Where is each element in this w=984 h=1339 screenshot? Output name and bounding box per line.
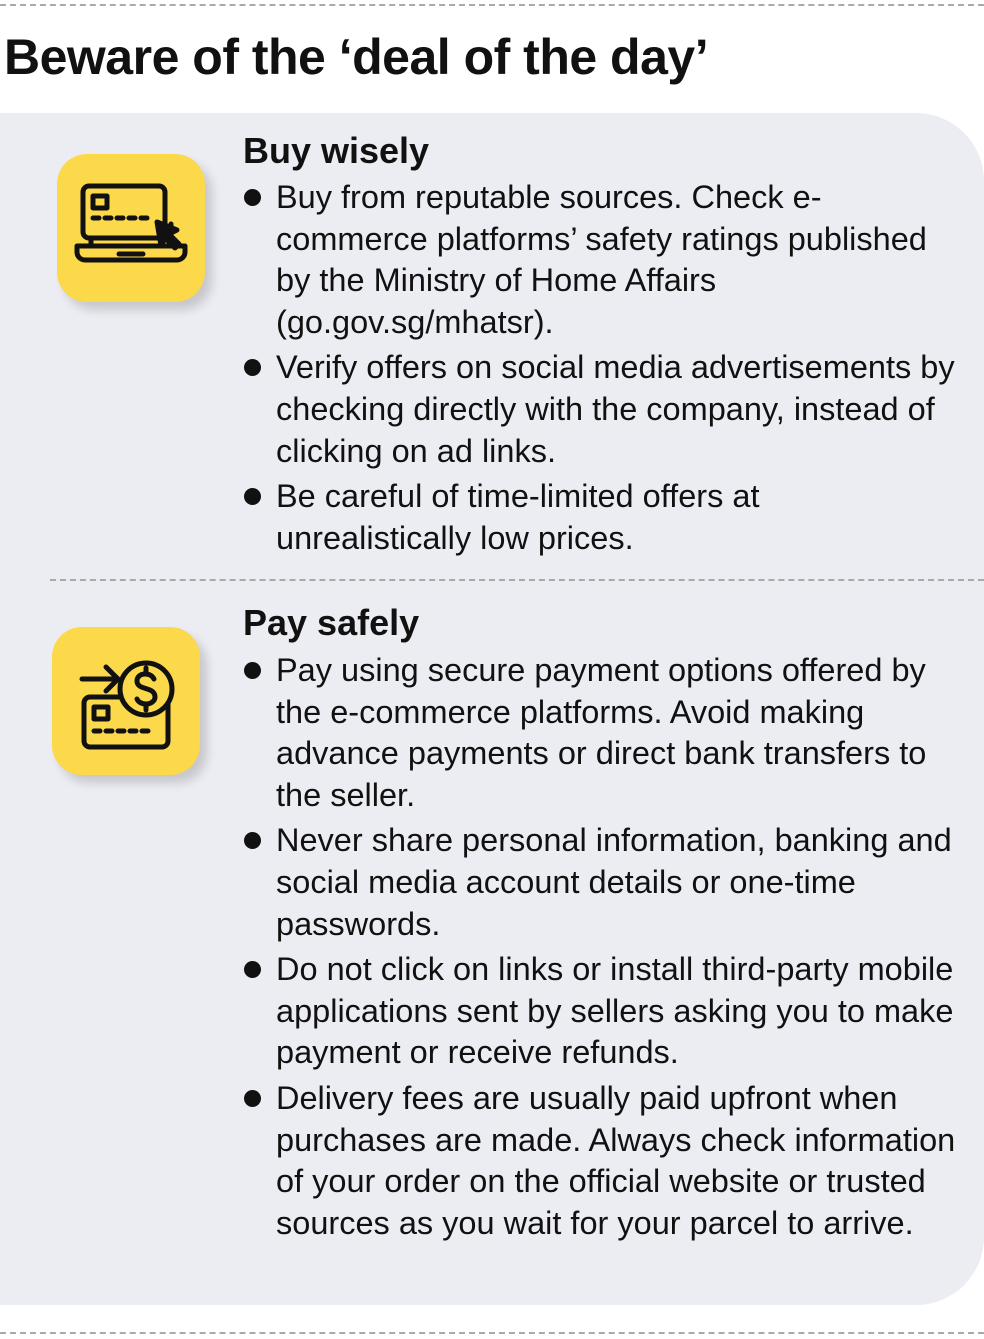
pay-safely-list bbox=[242, 650, 958, 1248]
tips-panel bbox=[0, 113, 984, 1305]
list-item: Buy from reputable sources. Check e-commerce platforms’ safety ratings published by the Ministry of Home Affairs (go.gov.sg/mhatsr). bbox=[242, 177, 958, 343]
buy-wisely-heading: Buy wisely bbox=[243, 130, 430, 171]
list-item: Be careful of time-limited offers at unrealistically low prices. bbox=[242, 476, 958, 559]
pay-safely-heading: Pay safely bbox=[243, 602, 420, 643]
section-divider bbox=[50, 579, 984, 581]
bullet-dot bbox=[244, 359, 261, 376]
list-item: Do not click on links or install third-party mobile applications sent by sellers asking you to make payment or receive refunds. bbox=[242, 949, 958, 1074]
page-title: Beware of the ‘deal of the day’ bbox=[4, 29, 709, 85]
bullet-dot bbox=[244, 1090, 261, 1107]
laptop-card-click-icon bbox=[57, 154, 205, 302]
list-item: Verify offers on social media advertisements by checking directly with the company, instead of clicking on ad links. bbox=[242, 347, 958, 472]
top-dashed-rule bbox=[0, 4, 984, 6]
list-item: Pay using secure payment options offered by the e-commerce platforms. Avoid making advance payments or direct bank transfers to the seller. bbox=[242, 650, 958, 816]
card-transfer-dollar-icon bbox=[52, 627, 200, 775]
list-item: Never share personal information, banking and social media account details or one-time passwords. bbox=[242, 820, 958, 945]
bullet-dot bbox=[244, 189, 261, 206]
list-item: Delivery fees are usually paid upfront when purchases are made. Always check information of your order on the official website or trusted sources as you wait for your parcel to arrive. bbox=[242, 1078, 958, 1244]
buy-wisely-list bbox=[242, 177, 958, 563]
bullet-dot bbox=[244, 832, 261, 849]
bottom-dashed-rule bbox=[0, 1332, 984, 1334]
bullet-dot bbox=[244, 961, 261, 978]
bullet-dot bbox=[244, 488, 261, 505]
bullet-dot bbox=[244, 662, 261, 679]
